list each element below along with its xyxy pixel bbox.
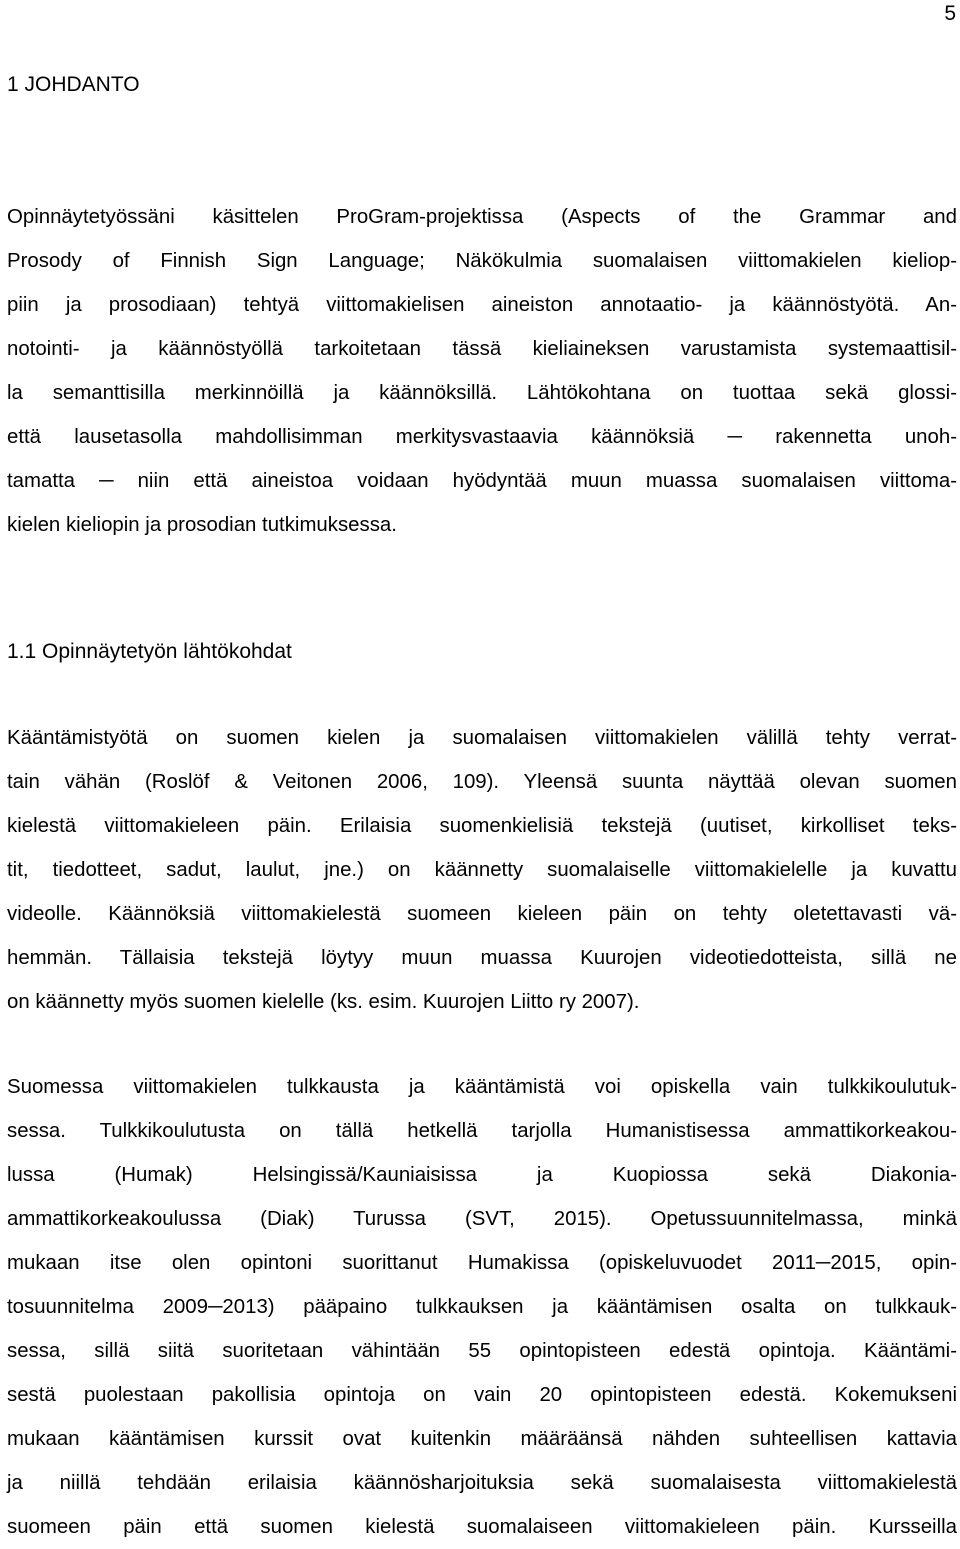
text-line: tamatta ─ niin että aineistoa voidaan hyödyntää muun muassa suomalaisen viittoma- [7, 470, 957, 492]
page-number: 5 [944, 2, 956, 25]
text-line: la semanttisilla merkinnöillä ja käännöksillä. Lähtökohtana on tuottaa sekä glossi- [7, 382, 957, 404]
text-line: lussa (Humak) Helsingissä/Kauniaisissa ja Kuopiossa sekä Diakonia- [7, 1164, 957, 1186]
text-line: notointi- ja käännöstyöllä tarkoitetaan tässä kieliaineksen varustamista systemaattisil- [7, 338, 957, 360]
body-paragraph [7, 1065, 957, 1549]
text-line: sessa, sillä siitä suoritetaan vähintään 55 opintopisteen edestä opintoja. Kääntämi- [7, 1340, 957, 1362]
text-line: kielen kieliopin ja prosodian tutkimuksessa. [7, 514, 397, 536]
text-line: piin ja prosodiaan) tehtyä viittomakielisen aineiston annotaatio- ja käännöstyötä. An- [7, 294, 957, 316]
text-line: mukaan kääntämisen kurssit ovat kuitenkin määräänsä nähden suhteellisen kattavia [7, 1428, 957, 1450]
text-line: mukaan itse olen opintoni suorittanut Humakissa (opiskeluvuodet 2011─2015, opin- [7, 1252, 957, 1274]
text-line: videolle. Käännöksiä viittomakielestä suomeen kieleen päin on tehty oletettavasti vä- [7, 903, 957, 925]
text-line: Kääntämistyötä on suomen kielen ja suomalaisen viittomakielen välillä tehty verrat- [7, 727, 957, 749]
text-line: sestä puolestaan pakollisia opintoja on vain 20 opintopisteen edestä. Kokemukseni [7, 1384, 957, 1406]
text-line: sessa. Tulkkikoulutusta on tällä hetkellä tarjolla Humanistisessa ammattikorkeakou- [7, 1120, 957, 1142]
text-line: hemmän. Tällaisia tekstejä löytyy muun muassa Kuurojen videotiedotteista, sillä ne [7, 947, 957, 969]
text-line: ammattikorkeakoulussa (Diak) Turussa (SVT, 2015). Opetussuunnitelmassa, minkä [7, 1208, 957, 1230]
text-line: että lausetasolla mahdollisimman merkitysvastaavia käännöksiä ─ rakennetta unoh- [7, 426, 957, 448]
text-line: tit, tiedotteet, sadut, laulut, jne.) on käännetty suomalaiselle viittomakielelle ja kuvattu [7, 859, 957, 881]
introduction-paragraph [7, 195, 957, 547]
text-line: Prosody of Finnish Sign Language; Näkökulmia suomalaisen viittomakielen kieliop- [7, 250, 957, 272]
text-line: tain vähän (Roslöf & Veitonen 2006, 109). Yleensä suunta näyttää olevan suomen [7, 771, 957, 793]
text-line: Opinnäytetyössäni käsittelen ProGram-projektissa (Aspects of the Grammar and [7, 206, 957, 228]
text-line: kielestä viittomakieleen päin. Erilaisia suomenkielisiä tekstejä (uutiset, kirkolliset teks- [7, 815, 957, 837]
section-heading: 1.1 Opinnäytetyön lähtökohdat [7, 640, 292, 663]
text-line: on käännetty myös suomen kielelle (ks. esim. Kuurojen Liitto ry 2007). [7, 991, 640, 1013]
body-paragraph [7, 716, 957, 1024]
text-line: Suomessa viittomakielen tulkkausta ja kääntämistä voi opiskella vain tulkkikoulutuk- [7, 1076, 957, 1098]
chapter-heading: 1 JOHDANTO [7, 73, 140, 96]
text-line: suomeen päin että suomen kielestä suomalaiseen viittomakieleen päin. Kursseilla [7, 1516, 957, 1538]
text-line: ja niillä tehdään erilaisia käännösharjoituksia sekä suomalaisesta viittomakielestä [7, 1472, 957, 1494]
text-line: tosuunnitelma 2009─2013) pääpaino tulkkauksen ja kääntämisen osalta on tulkkauk- [7, 1296, 957, 1318]
